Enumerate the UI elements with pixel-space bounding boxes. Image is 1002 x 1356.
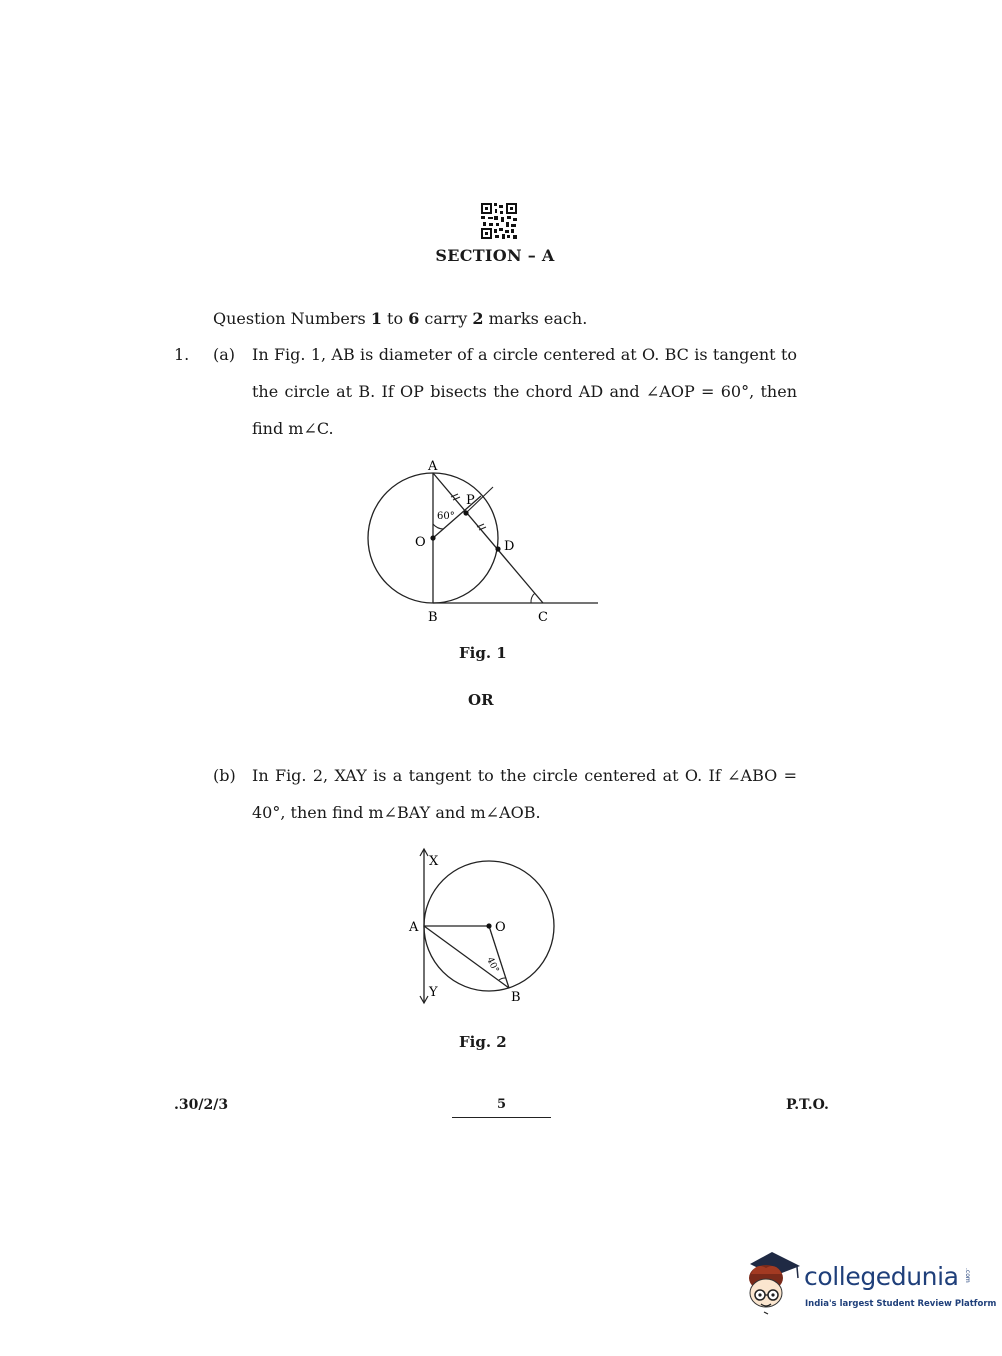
page-number: 5 [452, 1097, 551, 1118]
fig1-angle-arc-c [531, 593, 535, 603]
part-a-text: In Fig. 1, AB is diameter of a circle centered at O. BC is tangent to the circle at B. If OP bisects the chord AD and ∠AOP = 60°, then find m∠C. [252, 345, 797, 438]
fig1-label-d: D [504, 539, 515, 554]
part-b-text: In Fig. 2, XAY is a tangent to the circle centered at O. If ∠ABO = 40°, then find m∠BAY and m∠AOB. [252, 766, 797, 822]
fig1-label-angle: 60° [437, 511, 455, 522]
fig1-label-c: C [538, 610, 548, 625]
fig2-point-o [486, 923, 491, 928]
logo-com: .com [964, 1268, 971, 1283]
part-a-label: (a) [213, 345, 236, 364]
figure-2-caption: Fig. 2 [459, 1033, 507, 1051]
or-separator: OR [468, 691, 494, 709]
fig2-label-angle: 40° [484, 955, 501, 975]
paper-code: .30/2/3 [174, 1097, 229, 1113]
section-title: SECTION – A [435, 246, 555, 265]
figure-1-diagram [360, 455, 605, 625]
collegedunia-logo [742, 1248, 997, 1320]
question-number: 1. [174, 345, 190, 364]
fig2-label-y: Y [429, 985, 438, 1000]
part-b-label: (b) [213, 766, 236, 785]
fig2-label-o: O [495, 920, 506, 935]
figure-1-caption: Fig. 1 [459, 644, 507, 662]
fig2-label-a: A [409, 920, 419, 935]
qr-code [480, 202, 518, 240]
fig2-chord-ab [424, 926, 509, 988]
mascot-icon [742, 1248, 802, 1316]
fig1-label-a: A [428, 459, 438, 474]
fig1-label-p: P [466, 493, 475, 508]
logo-tagline: India's largest Student Review Platform [805, 1299, 997, 1309]
fig1-angle-arc-aop [433, 524, 444, 529]
fig2-angle-arc-b [499, 978, 506, 980]
fig2-label-x: X [429, 854, 439, 869]
fig1-point-d [495, 546, 500, 551]
figure-2-diagram [404, 845, 564, 1010]
fig1-label-b: B [428, 610, 438, 625]
fig2-label-b: B [511, 990, 521, 1005]
pto-label: P.T.O. [786, 1097, 829, 1113]
fig1-point-o [430, 535, 435, 540]
section-instructions: Question Numbers 1 to 6 carry 2 marks each. [213, 309, 588, 328]
fig1-point-p [463, 510, 468, 515]
fig1-label-o: O [415, 535, 426, 550]
logo-wordmark: collegedunia [804, 1262, 959, 1291]
